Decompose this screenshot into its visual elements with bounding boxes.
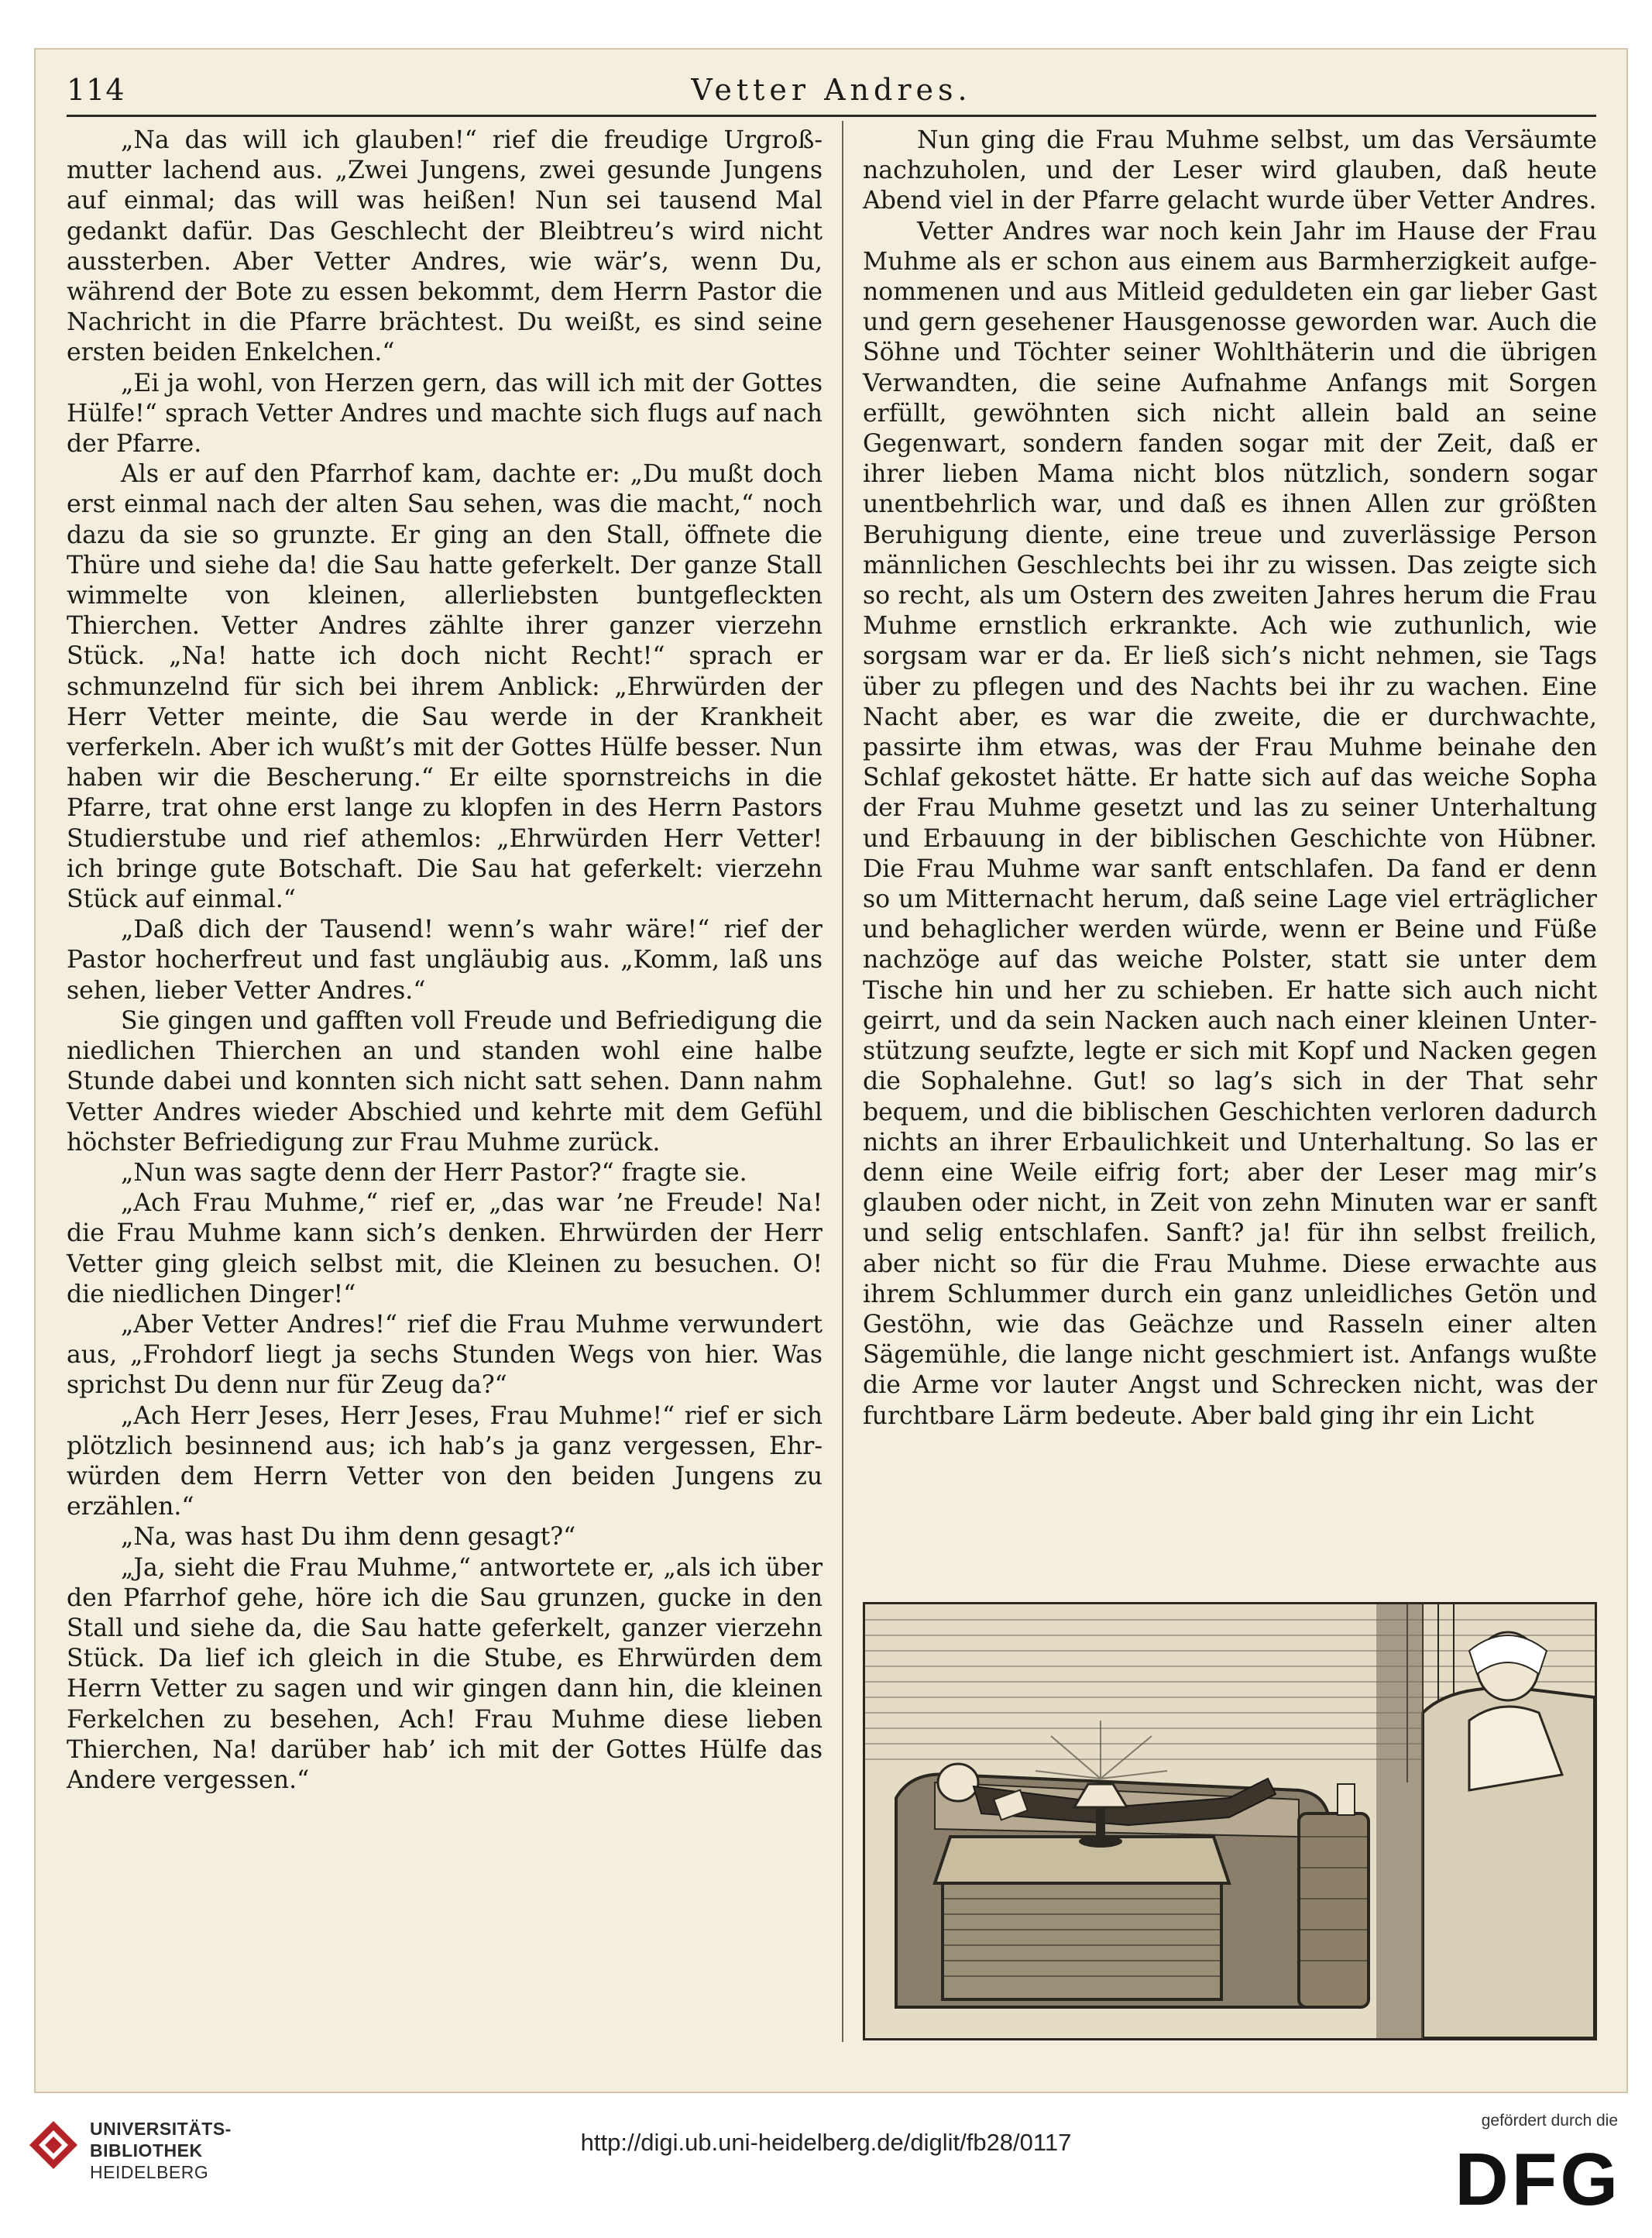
book-page [34, 48, 1628, 2093]
paragraph: „Na das will ich glauben!“ rief die freudige Urgroßmutter lachend aus. „Zwei Jungens, zwei gesunde Jungens auf einmal; das will was heißen! Nun sei tausend Mal gedankt dafür. Das Geschlecht der Bleibtreu’s wird nicht aussterben. Aber Vetter Andres, wie wär’s, wenn Du, während der Bote zu essen bekommt, dem Herrn Pastor die Nachricht in die Pfarre brächtest. Du weißt, es sind seine ersten beiden Enkelchen.“ [67, 126, 823, 367]
paragraph: „Aber Vetter Andres!“ rief die Frau Muhme verwundert aus, „Frohdorf liegt ja sechs Stunden Wegs von hier. Was sprichst Du denn nur für Zeug da?“ [67, 1310, 823, 1400]
paragraph: „Na, was hast Du ihm denn gesagt?“ [121, 1523, 576, 1552]
paragraph: Sie gingen und gafften voll Freude und Befriedigung die niedlichen Thierchen an und standen wohl eine halbe Stunde dabei und konnten sich nicht satt sehen. Dann nahm Vetter Andres wieder Abschied und kehrte mit dem Gefühl höchster Befriedigung zur Frau Muhme zurück. [67, 1006, 823, 1157]
paragraph: „Daß dich der Tausend! wenn’s wahr wäre!“ rief der Pastor hocherfreut und fast ungläubig aus. „Komm, laß uns sehen, lieber Vetter Andres.“ [67, 916, 823, 1005]
library-name-line: BIBLIOTHEK [90, 2140, 203, 2161]
source-url-link[interactable]: http://digi.ub.uni-heidelberg.de/diglit/fb28/0117 [580, 2129, 1072, 2156]
dfg-logo: DFG [1455, 2138, 1621, 2221]
paragraph: „Ei ja wohl, von Herzen gern, das will ich mit der Gottes Hülfe!“ sprach Vetter Andres und machte sich flugs auf nach der Pfarre. [67, 369, 823, 459]
woodcut-illustration [863, 1602, 1597, 2040]
header-rule [67, 115, 1596, 117]
paragraph: „Ach Herr Jeses, Herr Jeses, Frau Muhme!“ rief er sich plötzlich besinnend aus; ich hab’s ja ganz vergessen, Ehrwürden dem Herrn Vetter von den beiden Jungens zu erzählen.“ [67, 1401, 823, 1521]
paragraph: Nun ging die Frau Muhme selbst, um das Versäumte nachzuholen, und der Leser wird glauben, daß heute Abend viel in der Pfarre gelacht wurde über Vetter Andres. [863, 126, 1597, 215]
paragraph: „Ja, sieht die Frau Muhme,“ antwortete er, „als ich über den Pfarrhof gehe, höre ich die Sau grunzen, gucke in den Stall und siehe da, die Sau hatte geferkelt, ganzer vierzehn Stück. Da lief ich gleich in die Stube, es Ehrwürden dem Herrn Vetter zu sagen und wir gingen dann hin, die kleinen Ferkelchen zu besehen, Ach! Frau Muhme diese lieben Thierchen, Na! darüber hab’ ich mit der Gottes Hülfe das Andere vergessen.“ [67, 1553, 823, 1794]
library-name-line: HEIDELBERG [90, 2162, 209, 2182]
page-number: 114 [67, 73, 125, 107]
column-divider [842, 121, 843, 2042]
paragraph: „Nun was sagte denn der Herr Pastor?“ fragte sie. [121, 1158, 747, 1187]
left-column [67, 125, 823, 1796]
page-footer [0, 2093, 1652, 2238]
library-name-line: UNIVERSITÄTS- [90, 2119, 232, 2139]
paragraph: Vetter Andres war noch kein Jahr im Hause der Frau Muhme als er schon aus einem aus Barmherzigkeit aufgenommenen und aus Mitleid geduldeten ein gar lieber Gast und gern gesehener Hausgenosse geworden war. Auch die Söhne und Töchter seiner Wohlthäterin und die übrigen Verwandten, die seine Aufnahme Anfangs mit Sorgen erfüllt, gewöhnten sich nicht allein bald an seine Gegenwart, sondern fanden sogar mit der Zeit, daß er ihrer lieben Mama nicht blos nützlich, sondern sogar unentbehrlich war, und daß es ihnen Allen zur größten Beruhigung diente, eine treue und zuverlässige Person männlichen Geschlechts bei ihr zu wissen. Das zeigte sich so recht, als um Ostern des zweiten Jahres herum die Frau Muhme ernstlich erkrankte. Ach wie zuthunlich, wie sorgsam war er da. Er ließ sich’s nicht nehmen, sie Tags über zu pflegen und des Nachts bei ihr zu wachen. Eine Nacht aber, es war die zweite, die er durchwachte, passirte ihm etwas, was der Frau Muhme beinahe den Schlaf gekostet hätte. Er hatte sich auf das weiche Sopha der Frau Muhme gesetzt und las zu seiner Unterhaltung und Erbauung in der biblischen Geschichte von Hübner. Die Frau Muhme war sanft entschlafen. Da fand er denn so um Mitternacht herum, daß seine Lage viel erträglicher und behaglicher werden würde, wenn er Beine und Füße nachzöge auf das weiche Polster, statt sie unter dem Tische hin und her zu schieben. Er hatte sich auch nicht geirrt, und da sein Nacken auch nach einer kleinen Unterstützung seufzte, legte er sich mit Kopf und Nacken gegen die Sophalehne. Gut! so lag’s sich in der That sehr bequem, und die biblischen Geschichten verloren dadurch nichts an ihrer Erbaulichkeit und Unterhaltung. So las er denn eine Weile eifrig fort; aber der Leser mag mir’s glauben oder nicht, in Zeit von zehn Minuten war er sanft und selig entschlafen. Sanft? ja! für ihn selbst freilich, aber nicht so für die Frau Muhme. Diese erwachte aus ihrem Schlummer durch ein ganz unleidliches Getön und Gestöhn, wie das Geächze und Rasseln einer alten Sägemühle, die lange nicht geschmiert ist. Anfangs wußte die Arme vor lauter Angst und Schrecken nicht, was der furchtbare Lärm bedeute. Aber bald ging ihr ein Licht [863, 217, 1597, 1430]
page-header [67, 73, 1596, 127]
paragraph: „Ach Frau Muhme,“ rief er, „das war ’ne Freude! Na! die Frau Muhme kann sich’s denken. Ehrwürden der Herr Vetter ging gleich selbst mit, die Kleinen zu besuchen. O! die niedlichen Dinger!“ [67, 1189, 823, 1308]
sleeping-man-on-sofa-icon [865, 1604, 1595, 2038]
running-head: Vetter Andres. [691, 73, 972, 107]
right-column [863, 125, 1597, 1432]
paragraph: Als er auf den Pfarrhof kam, dachte er: „Du mußt doch erst einmal nach der alten Sau sehen, was die macht,“ noch dazu da sie so grunzte. Er ging an den Stall, öffnete die Thüre und siehe da! die Sau hatte geferkelt. Der ganze Stall wimmelte von kleinen, allerliebsten buntgefleckten Thierchen. Vetter Andres zählte ihrer ganzer vierzehn Stück. „Na! hatte ich doch nicht Recht!“ sprach er schmunzelnd für sich bei ihrem Anblick: „Ehrwürden der Herr Vetter meinte, die Sau werde in der Krankheit verferkeln. Aber ich wußt’s mit der Gottes Hülfe besser. Nun haben wir die Bescherung.“ Er eilte spornstreichs in die Pfarre, trat ohne erst lange zu klopfen in des Herrn Pastors Studierstube und rief athemlos: „Ehrwürden Herr Vetter! ich bringe gute Botschaft. Die Sau hat geferkelt: vierzehn Stück auf einmal.“ [67, 460, 823, 914]
funder-note: gefördert durch die [1481, 2112, 1618, 2130]
